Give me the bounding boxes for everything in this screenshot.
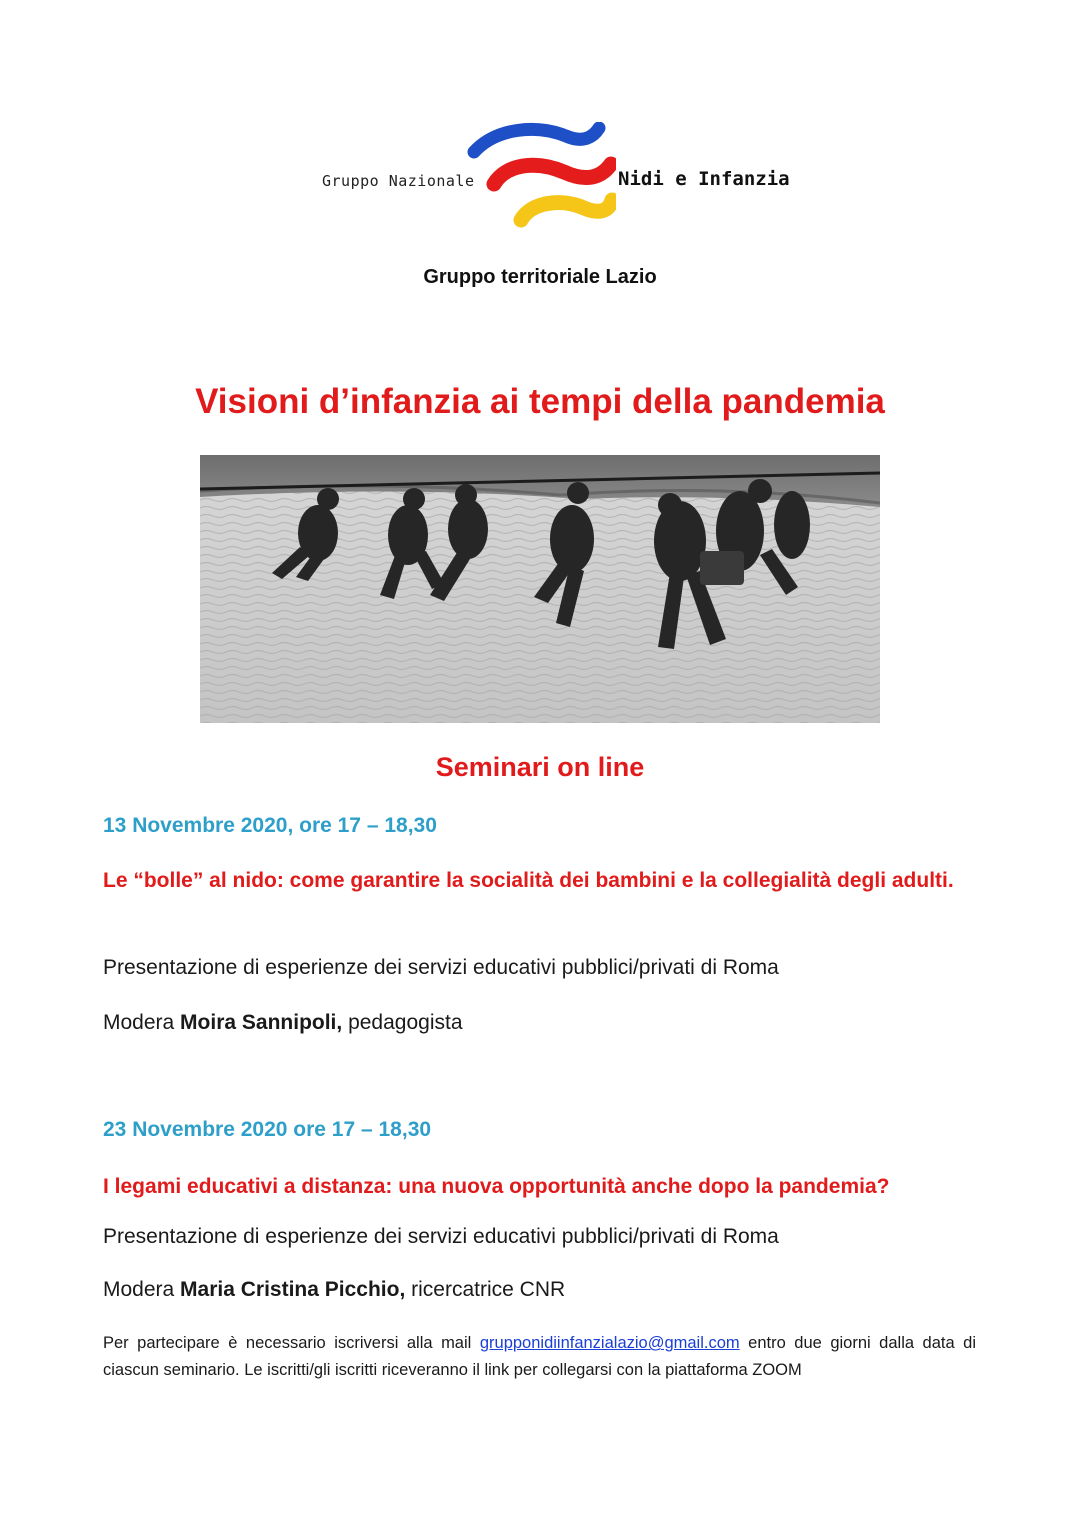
organization-logo (316, 122, 816, 244)
moderator-role: pedagogista (348, 1011, 463, 1034)
logo-right-text: Nidi e Infanzia (618, 168, 790, 190)
section-title: Seminari on line (435, 752, 645, 782)
seminar-2-presentation: Presentazione di esperienze dei servizi educativi pubblici/privati di Roma (103, 1225, 779, 1248)
registration-text-start: Per partecipare è necessario iscriversi alla mail (103, 1334, 472, 1352)
seminar-2-date: 23 Novembre 2020 ore 17 – 18,30 (103, 1118, 432, 1141)
group-subtitle: Gruppo territoriale Lazio (423, 266, 657, 288)
wave-logo-icon (466, 122, 616, 244)
moderator-name: Moira Sannipoli, (180, 1011, 343, 1034)
seminar-1-topic: Le “bolle” al nido: come garantire la socialità dei bambini e la collegialità degli adulti. (103, 869, 954, 892)
seminar-1-date: 13 Novembre 2020, ore 17 – 18,30 (103, 814, 437, 837)
registration-note (103, 1330, 976, 1384)
seminar-1-presentation: Presentazione di esperienze dei servizi educativi pubblici/privati di Roma (103, 956, 779, 979)
moderator-name: Maria Cristina Picchio, (180, 1278, 406, 1301)
moderator-role: ricercatrice CNR (411, 1278, 566, 1301)
logo-left-text: Gruppo Nazionale (322, 172, 475, 190)
moderator-prefix: Modera (103, 1011, 175, 1034)
page-title: Visioni d’infanzia ai tempi della pandemia (195, 382, 885, 421)
moderator-prefix: Modera (103, 1278, 175, 1301)
email-link[interactable]: grupponidiinfanzialazio@gmail.com (479, 1334, 740, 1352)
seminar-1-moderator (103, 1011, 463, 1035)
registration-text-end: entro due giorni dalla data di ciascun seminario. Le iscritti/gli iscritti riceveranno il link per collegarsi con la piattaforma ZOOM (103, 1334, 977, 1379)
seminar-2-topic: I legami educativi a distanza: una nuova opportunità anche dopo la pandemia? (103, 1175, 890, 1198)
seminar-2-moderator (103, 1278, 565, 1302)
children-on-zipline-photo (200, 455, 880, 723)
